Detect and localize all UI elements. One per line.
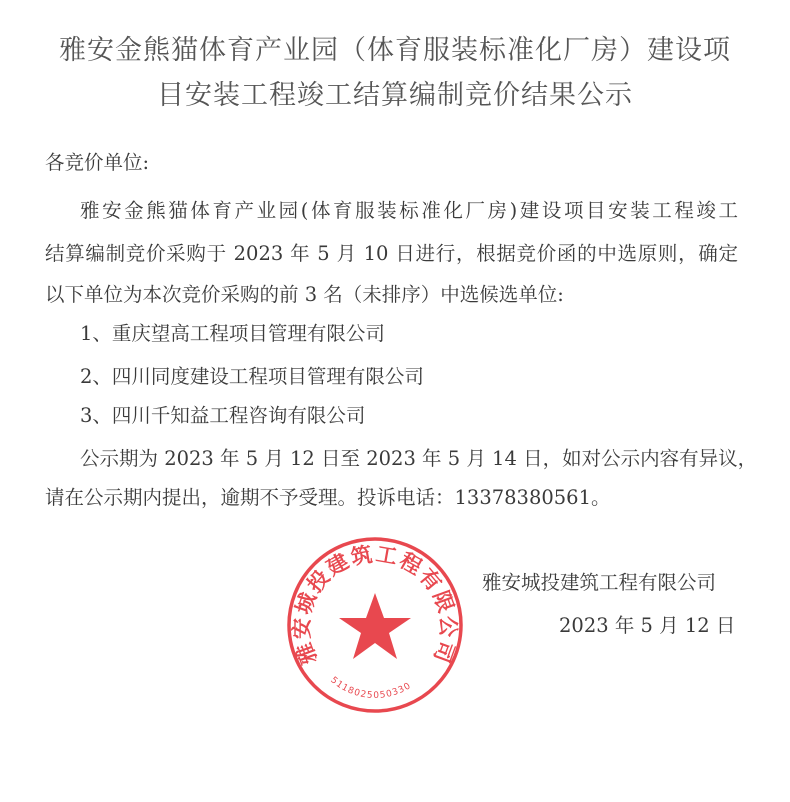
document-title-line1: 雅安金熊猫体育产业园（体育服装标准化厂房）建设项	[59, 35, 731, 66]
list-item: 2、四川同度建设工程项目管理有限公司	[80, 365, 424, 388]
paragraph-line: 以下单位为本次竞价采购的前 3 名（未排序）中选候选单位:	[45, 283, 564, 306]
svg-text:5118025050330: 5118025050330	[328, 675, 414, 702]
paragraph-line: 结算编制竞价采购于 2023 年 5 月 10 日进行，根据竞价函的中选原则，确定	[45, 242, 738, 265]
signature-date: 2023 年 5 月 12 日	[559, 614, 736, 637]
star-icon	[339, 593, 411, 659]
paragraph-line: 公示期为 2023 年 5 月 12 日至 2023 年 5 月 14 日，如对公示内容有异议，	[80, 447, 758, 470]
salutation: 各竞价单位:	[45, 151, 150, 174]
document-title-line2: 目安装工程竣工结算编制竞价结果公示	[157, 80, 633, 111]
paragraph-line: 请在公示期内提出，逾期不予受理。投诉电话：13378380561。	[45, 486, 611, 509]
company-seal	[285, 535, 465, 715]
svg-text:雅安城投建筑工程有限公司: 雅安城投建筑工程有限公司	[289, 541, 461, 668]
list-item: 3、四川千知益工程咨询有限公司	[80, 404, 366, 427]
list-item: 1、重庆望高工程项目管理有限公司	[80, 322, 385, 345]
signature-company: 雅安城投建筑工程有限公司	[482, 571, 717, 594]
paragraph-line: 雅安金熊猫体育产业园(体育服装标准化厂房)建设项目安装工程竣工	[80, 199, 738, 222]
